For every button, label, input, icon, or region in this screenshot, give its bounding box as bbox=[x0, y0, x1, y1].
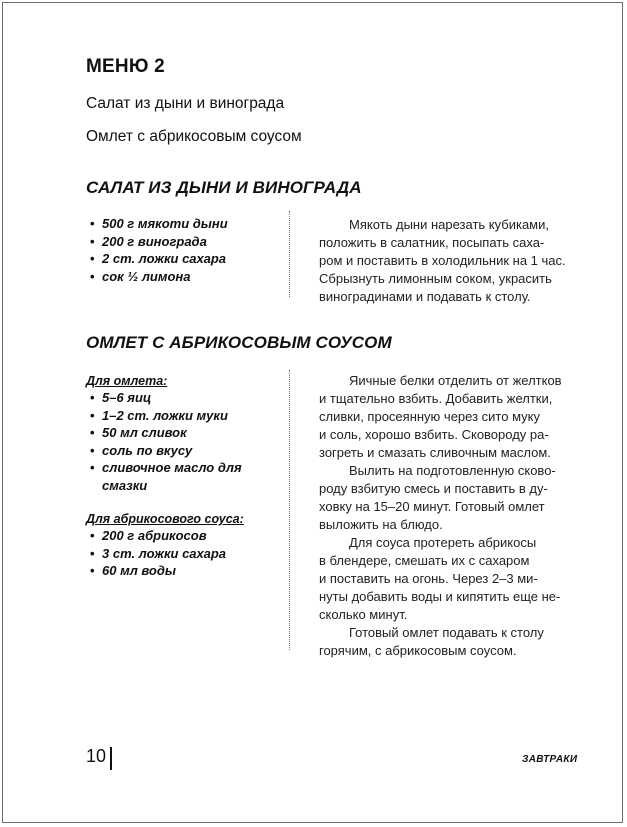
ingredient-item: • 50 мл сливок bbox=[86, 424, 242, 442]
page-number: 10 bbox=[86, 746, 107, 766]
ingredient-item-continuation: смазки bbox=[102, 477, 148, 493]
salad-ingredients bbox=[86, 215, 228, 285]
text-paragraph bbox=[319, 462, 569, 534]
menu-item: Салат из дыни и винограда bbox=[86, 95, 285, 112]
ingredient-item: • 200 г абрикосов bbox=[86, 527, 226, 545]
text-line: зогреть и смазать сливочным маслом. bbox=[319, 445, 551, 460]
ingredient-item: • 200 г винограда bbox=[86, 233, 228, 251]
column-divider bbox=[289, 211, 290, 297]
ingredient-item: • 1–2 ст. ложки муки bbox=[86, 407, 242, 425]
text-line: и поставить на огонь. Через 2–3 ми- bbox=[319, 571, 538, 586]
menu-title: МЕНЮ 2 bbox=[86, 56, 165, 77]
ingredient-item: • соль по вкусу bbox=[86, 442, 242, 460]
text-line: Для соуса протереть абрикосы bbox=[349, 535, 537, 550]
text-line: роду взбитую смесь и поставить в ду- bbox=[319, 481, 548, 496]
text-line: ховку на 15–20 минут. Готовый омлет bbox=[319, 499, 545, 514]
text-paragraph bbox=[319, 534, 569, 624]
text-line: Готовый омлет подавать к столу bbox=[349, 625, 544, 640]
text-line: и соль, хорошо взбить. Сковороду ра- bbox=[319, 427, 549, 442]
text-line: Мякоть дыни нарезать кубиками, bbox=[349, 217, 549, 232]
sauce-ingredients bbox=[86, 527, 226, 580]
omelet-title: ОМЛЕТ С АБРИКОСОВЫМ СОУСОМ bbox=[86, 333, 392, 352]
column-divider bbox=[289, 370, 290, 650]
ingredient-item: • 60 мл воды bbox=[86, 562, 226, 580]
ingredient-item: • сок ½ лимона bbox=[86, 268, 228, 286]
text-paragraph bbox=[319, 624, 569, 660]
text-line: сливки, просеянную через сито муку bbox=[319, 409, 540, 424]
omelet-subheading: Для омлета: bbox=[86, 374, 168, 388]
text-line: ром и поставить в холодильник на 1 час. bbox=[319, 253, 566, 268]
ingredient-item: • 5–6 яиц bbox=[86, 389, 242, 407]
text-line: выложить на блюдо. bbox=[319, 517, 443, 532]
text-line: виноградинами и подавать к столу. bbox=[319, 289, 531, 304]
text-line: Вылить на подготовленную сково- bbox=[349, 463, 556, 478]
text-line: горячим, с абрикосовым соусом. bbox=[319, 643, 517, 658]
menu-item: Омлет с абрикосовым соусом bbox=[86, 128, 302, 145]
text-line: нуты добавить воды и кипятить еще не- bbox=[319, 589, 561, 604]
ingredient-item: • сливочное масло для bbox=[86, 459, 242, 477]
text-line: сколько минут. bbox=[319, 607, 408, 622]
text-paragraph bbox=[319, 216, 569, 306]
omelet-instructions bbox=[319, 372, 569, 660]
salad-instructions bbox=[319, 216, 569, 306]
text-line: Яичные белки отделить от желтков bbox=[349, 373, 562, 388]
text-line: положить в салатник, посыпать саха- bbox=[319, 235, 545, 250]
ingredient-item: • 500 г мякоти дыни bbox=[86, 215, 228, 233]
text-line: и тщательно взбить. Добавить желтки, bbox=[319, 391, 553, 406]
omelet-ingredients bbox=[86, 389, 242, 494]
ingredient-item: • 2 ст. ложки сахара bbox=[86, 250, 228, 268]
text-line: в блендере, смешать их с сахаром bbox=[319, 553, 530, 568]
page-number-bar bbox=[110, 747, 112, 770]
salad-title: САЛАТ ИЗ ДЫНИ И ВИНОГРАДА bbox=[86, 178, 362, 197]
ingredient-item: • 3 ст. ложки сахара bbox=[86, 545, 226, 563]
text-line: Сбрызнуть лимонным соком, украсить bbox=[319, 271, 552, 286]
sauce-subheading: Для абрикосового соуса: bbox=[86, 512, 244, 526]
text-paragraph bbox=[319, 372, 569, 462]
section-footer: ЗАВТРАКИ bbox=[522, 754, 578, 765]
